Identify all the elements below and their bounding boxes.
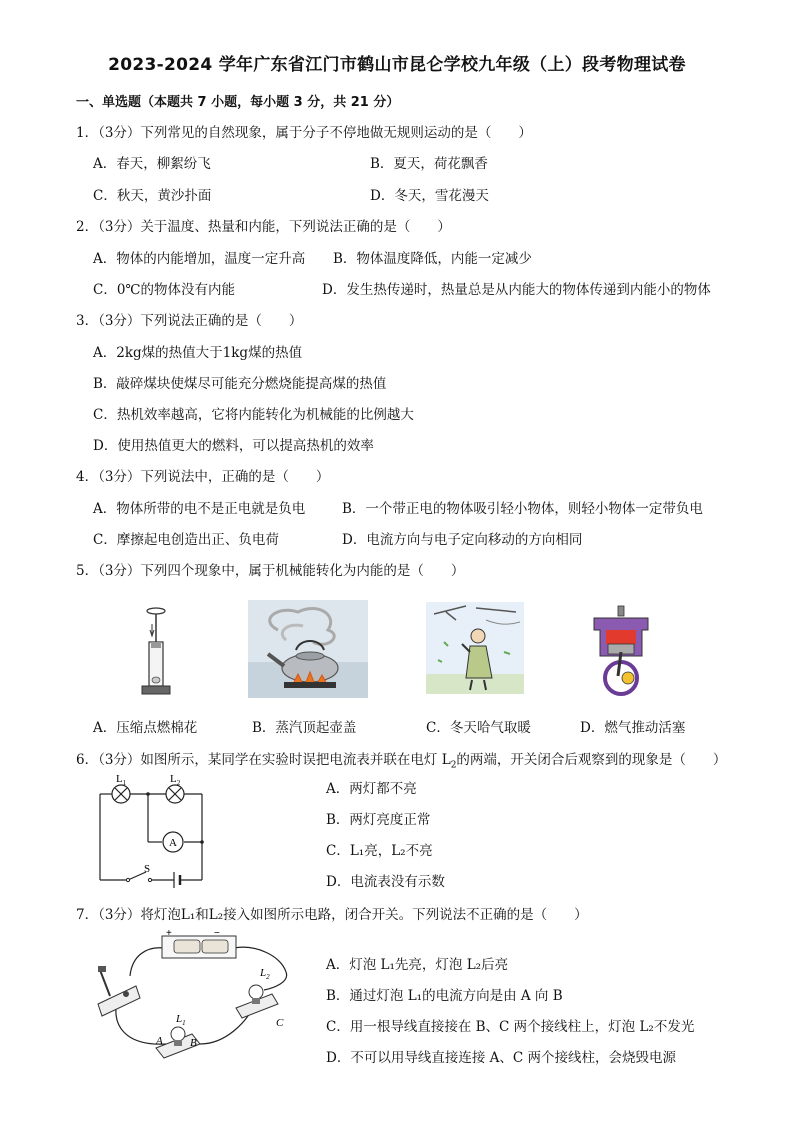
question-7-stem: 7．（3分）将灯泡L₁和L₂接入如图所示电路，闭合开关。下列说法不正确的是（ ） (76, 907, 588, 923)
q2-option-a: A．物体的内能增加，温度一定升高 (93, 251, 306, 267)
question-6-stem: 6．（3分）如图所示，某同学在实验时误把电流表并联在电灯 $L_2$的两端，开关闭合后观察到的现象是（ ） (76, 752, 727, 771)
q7-label-c: C (276, 1017, 284, 1029)
section-heading: 一、单选题（本题共 7 小题，每小题 3 分，共 21 分） (76, 95, 400, 110)
q6-circuit-diagram (96, 772, 208, 888)
q2-option-d: D．发生热传递时，热量总是从内能大的物体传递到内能小的物体 (322, 282, 711, 298)
q5-figure-c-breath-warm (426, 602, 524, 694)
q3-option-d: D．使用热值更大的燃料，可以提高热机的效率 (93, 438, 374, 454)
q5-option-b: B．蒸汽顶起壶盖 (252, 720, 357, 736)
q7-label-a: A (156, 1035, 163, 1047)
q7-option-c: C．用一根导线直接接在 B、C 两个接线柱上，灯泡 L₂不发光 (326, 1019, 695, 1035)
q6-option-d: D．电流表没有示数 (326, 874, 445, 890)
q1-option-b: B．夏天，荷花飘香 (370, 156, 488, 172)
q6-option-a: A．两灯都不亮 (326, 781, 417, 797)
q7-label-b: B (190, 1037, 197, 1049)
q7-battery-minus: − (214, 928, 220, 939)
q4-option-b: B．一个带正电的物体吸引轻小物体，则轻小物体一定带负电 (342, 501, 703, 517)
question-3-stem: 3．（3分）下列说法正确的是（ ） (76, 313, 303, 329)
q5-option-c: C．冬天哈气取暖 (426, 720, 531, 736)
q6-option-b: B．两灯亮度正常 (326, 812, 431, 828)
q7-option-a: A．灯泡 L₁先亮，灯泡 L₂后亮 (326, 957, 509, 973)
question-1-stem: 1．（3分）下列常见的自然现象，属于分子不停地做无规则运动的是（ ） (76, 125, 532, 141)
q3-option-a: A．2kg煤的热值大于1kg煤的热值 (93, 345, 303, 361)
q7-option-d: D．不可以用导线直接连接 A、C 两个接线柱，会烧毁电源 (326, 1050, 676, 1066)
q7-circuit-photo-diagram (96, 926, 296, 1062)
q5-figure-a-compress-cotton (136, 606, 176, 698)
q7-battery-plus: + (166, 928, 172, 939)
q5-figure-b-kettle-steam (248, 600, 368, 698)
q7-label-l2: $L_2$ (260, 967, 270, 981)
q7-option-b: B．通过灯泡 L₁的电流方向是由 A 向 B (326, 988, 563, 1004)
q5-figure-d-engine-piston (586, 606, 656, 696)
question-5-stem: 5．（3分）下列四个现象中，属于机械能转化为内能的是（ ） (76, 563, 465, 579)
q3-option-b: B．敲碎煤块使煤尽可能充分燃烧能提高煤的热值 (93, 376, 387, 392)
q4-option-a: A．物体所带的电不是正电就是负电 (93, 501, 306, 517)
q7-label-l1: $L_1$ (176, 1013, 186, 1027)
q5-option-d: D．燃气推动活塞 (580, 720, 686, 736)
q6-option-c: C．L₁亮，L₂不亮 (326, 843, 433, 859)
q1-option-a: A．春天，柳絮纷飞 (93, 156, 211, 172)
q6-ammeter-label: A (169, 837, 177, 849)
q6-label-l2: $L_2$ (170, 773, 181, 787)
q6-switch-label: S (144, 863, 151, 875)
question-2-stem: 2．（3分）关于温度、热量和内能，下列说法正确的是（ ） (76, 219, 451, 235)
q2-option-b: B．物体温度降低，内能一定减少 (333, 251, 532, 267)
q1-option-c: C．秋天，黄沙扑面 (93, 188, 212, 204)
page-title: 2023-2024 学年广东省江门市鹤山市昆仑学校九年级（上）段考物理试卷 (108, 55, 686, 75)
q4-option-c: C．摩擦起电创造出正、负电荷 (93, 532, 279, 548)
q4-option-d: D．电流方向与电子定向移动的方向相同 (342, 532, 583, 548)
question-4-stem: 4．（3分）下列说法中，正确的是（ ） (76, 469, 330, 485)
q5-option-a: A．压缩点燃棉花 (93, 720, 198, 736)
q1-option-d: D．冬天，雪花漫天 (370, 188, 489, 204)
q6-label-l1: $L_1$ (116, 773, 127, 787)
q2-option-c: C．0℃的物体没有内能 (93, 282, 236, 298)
q3-option-c: C．热机效率越高，它将内能转化为机械能的比例越大 (93, 407, 414, 423)
